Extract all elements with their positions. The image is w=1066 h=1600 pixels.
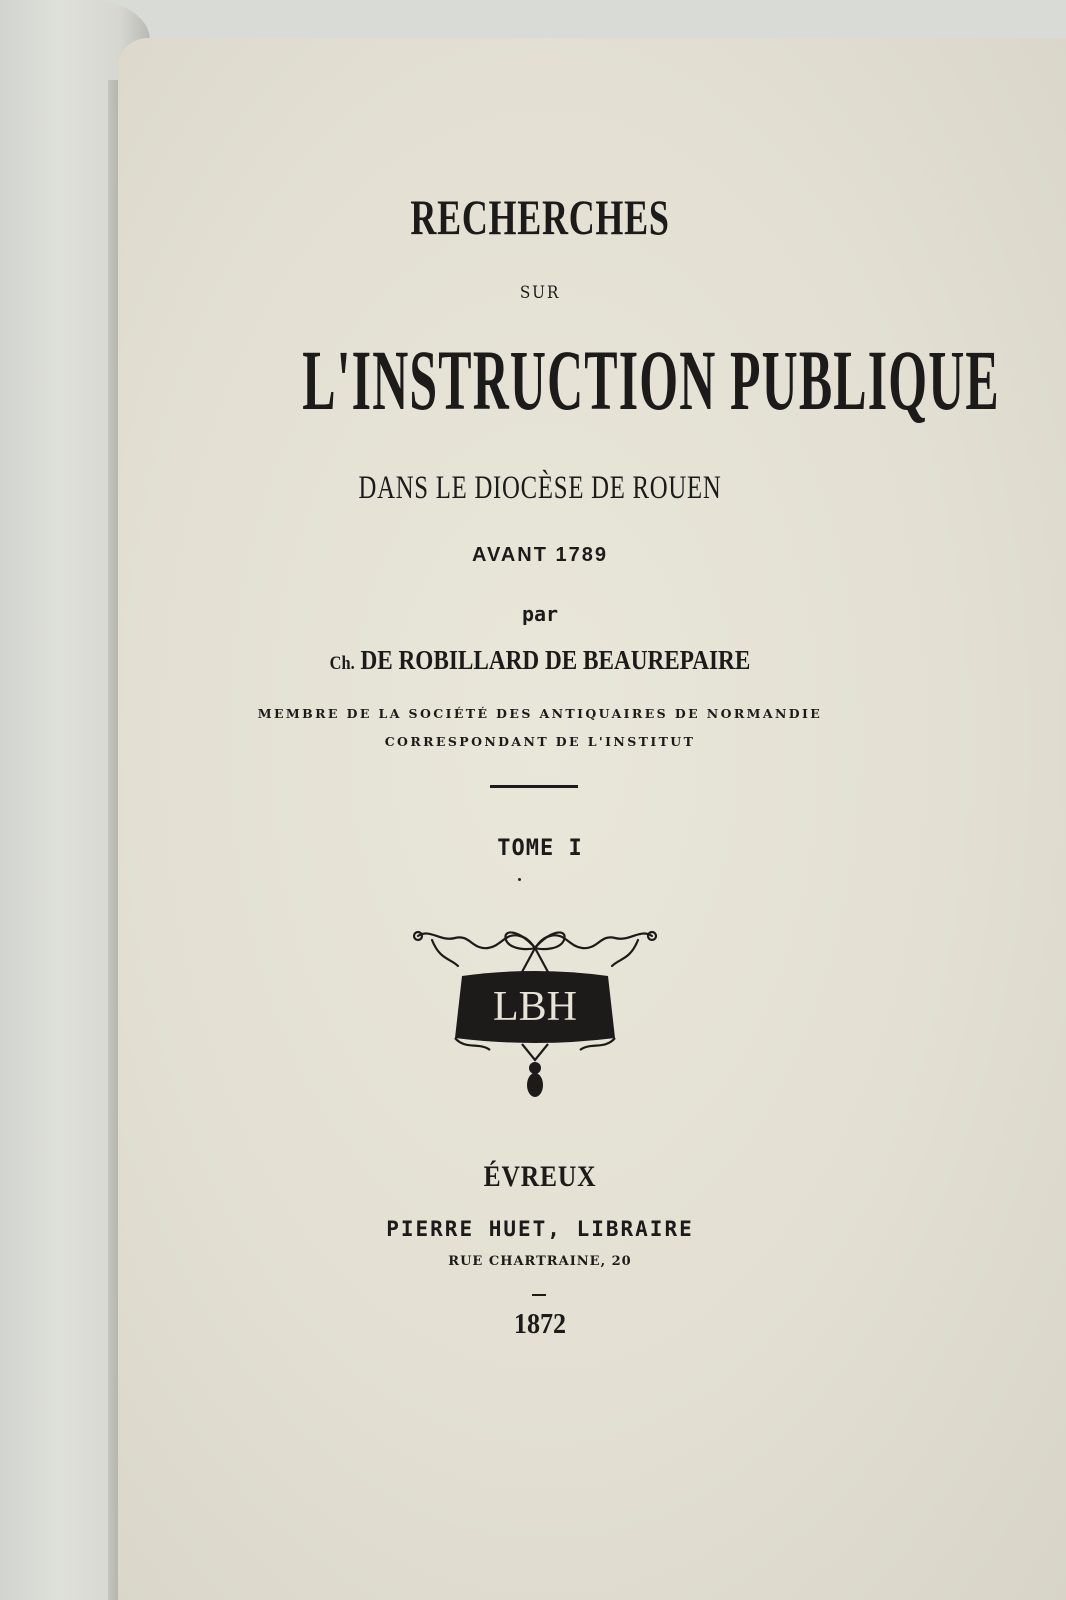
emblem-monogram: LBH bbox=[493, 984, 577, 1030]
title-sur: SUR bbox=[519, 283, 561, 303]
publisher-address: RUE CHARTRAINE, 20 bbox=[448, 1254, 632, 1269]
publication-year: 1872 bbox=[513, 1308, 567, 1340]
title-page bbox=[118, 38, 1066, 1600]
title-main: L'INSTRUCTION PUBLIQUE bbox=[302, 332, 1000, 428]
title-recherches: RECHERCHES bbox=[410, 189, 670, 245]
author-prefix: Ch. bbox=[329, 653, 355, 674]
subtitle-diocese: DANS LE DIOCÈSE DE ROUEN bbox=[358, 470, 722, 506]
author-name: DE ROBILLARD DE BEAUREPAIRE bbox=[360, 645, 751, 675]
author-affiliation-1: MEMBRE DE LA SOCIÉTÉ DES ANTIQUAIRES DE NORMANDIE bbox=[257, 706, 823, 721]
author bbox=[187, 645, 892, 676]
author-affiliation-2: CORRESPONDANT DE L'INSTITUT bbox=[384, 734, 696, 749]
volume-label: TOME I bbox=[497, 836, 583, 861]
publisher-name: PIERRE HUET, LIBRAIRE bbox=[386, 1217, 694, 1241]
ribbon-cartouche-emblem-icon bbox=[410, 920, 660, 1105]
divider-rule bbox=[490, 785, 578, 788]
small-divider bbox=[532, 1294, 546, 1296]
subtitle-date: AVANT 1789 bbox=[472, 544, 608, 566]
publication-city: ÉVREUX bbox=[483, 1160, 597, 1193]
by-line: par bbox=[521, 602, 559, 626]
ink-dot bbox=[518, 878, 521, 881]
